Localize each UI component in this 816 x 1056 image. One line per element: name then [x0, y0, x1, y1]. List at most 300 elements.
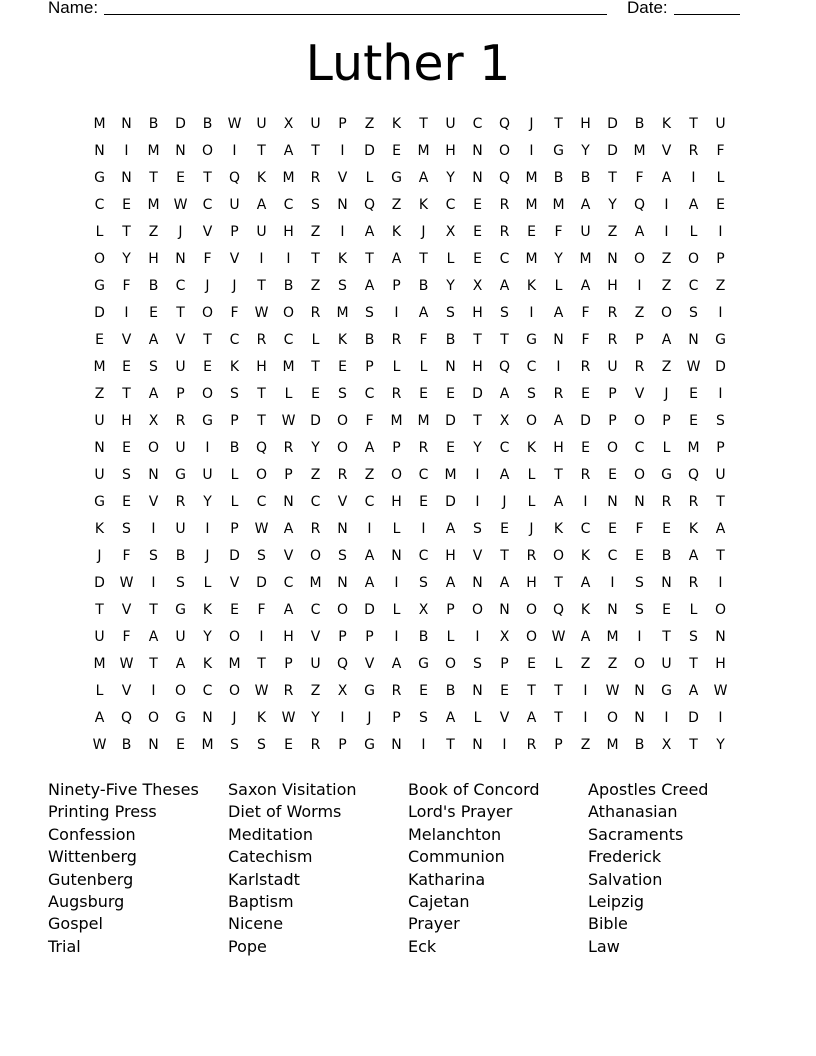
grid-letter: P — [716, 440, 725, 456]
grid-letter: E — [419, 683, 428, 699]
grid-letter: A — [661, 170, 672, 186]
grid-letter: R — [283, 683, 294, 699]
grid-letter: K — [337, 251, 348, 267]
grid-letter: A — [256, 197, 267, 213]
grid-letter: D — [445, 494, 456, 510]
grid-letter: K — [94, 521, 105, 537]
grid-letter: C — [283, 197, 294, 213]
grid-letter: C — [283, 332, 294, 348]
grid-letter: O — [336, 602, 349, 618]
grid-letter: I — [367, 521, 372, 537]
grid-letter: V — [202, 224, 213, 240]
grid-row — [86, 196, 734, 223]
grid-letter: S — [149, 548, 158, 564]
grid-letter: M — [228, 656, 241, 672]
grid-letter: A — [148, 629, 159, 645]
grid-letter: T — [122, 386, 131, 402]
grid-letter: Z — [715, 278, 726, 294]
grid-letter: P — [230, 224, 239, 240]
grid-letter: X — [499, 629, 510, 645]
grid-letter: O — [633, 413, 646, 429]
grid-letter: I — [286, 251, 291, 267]
grid-letter: H — [283, 224, 294, 240]
grid-letter: I — [664, 710, 669, 726]
grid-letter: V — [472, 548, 483, 564]
word-list-item: Pope — [228, 936, 267, 956]
grid-letter: S — [311, 197, 320, 213]
grid-letter: A — [580, 629, 591, 645]
grid-letter: C — [310, 494, 321, 510]
grid-letter: I — [124, 305, 129, 321]
grid-letter: M — [579, 251, 592, 267]
grid-letter: D — [715, 359, 726, 375]
grid-letter: P — [230, 413, 239, 429]
grid-letter: M — [336, 305, 349, 321]
grid-letter: O — [444, 656, 457, 672]
grid-letter: O — [174, 683, 187, 699]
grid-letter: Z — [661, 278, 672, 294]
grid-letter: Z — [310, 467, 321, 483]
grid-letter: K — [202, 602, 213, 618]
grid-letter: C — [418, 467, 429, 483]
grid-letter: E — [122, 440, 131, 456]
grid-letter: G — [202, 413, 213, 429]
grid-letter: Z — [364, 116, 375, 132]
grid-letter: R — [310, 521, 321, 537]
grid-letter: N — [337, 575, 348, 591]
grid-letter: O — [498, 143, 511, 159]
grid-letter: B — [634, 116, 645, 132]
grid-letter: D — [94, 575, 105, 591]
grid-letter: O — [633, 251, 646, 267]
grid-letter: T — [149, 656, 158, 672]
grid-letter: C — [499, 251, 510, 267]
grid-letter: C — [472, 116, 483, 132]
grid-letter: Q — [120, 710, 133, 726]
grid-letter: P — [392, 710, 401, 726]
grid-letter: G — [175, 710, 186, 726]
grid-letter: S — [689, 629, 698, 645]
grid-row — [86, 547, 734, 574]
grid-letter: R — [175, 494, 186, 510]
grid-letter: O — [687, 251, 700, 267]
grid-letter: C — [607, 548, 618, 564]
grid-letter: I — [718, 386, 723, 402]
grid-letter: Q — [498, 116, 511, 132]
grid-letter: D — [472, 386, 483, 402]
grid-letter: O — [525, 602, 538, 618]
grid-letter: Q — [228, 170, 241, 186]
grid-letter: N — [121, 170, 132, 186]
grid-letter: G — [94, 494, 105, 510]
grid-letter: N — [175, 251, 186, 267]
grid-row — [86, 412, 734, 439]
grid-letter: V — [337, 170, 348, 186]
grid-letter: A — [580, 278, 591, 294]
grid-letter: U — [715, 116, 726, 132]
grid-letter: A — [580, 575, 591, 591]
grid-letter: U — [310, 656, 321, 672]
grid-letter: E — [95, 332, 104, 348]
grid-letter: P — [635, 332, 644, 348]
grid-letter: G — [175, 602, 186, 618]
grid-letter: V — [175, 332, 186, 348]
word-list-item: Printing Press — [48, 802, 157, 822]
grid-letter: G — [391, 170, 402, 186]
grid-letter: E — [149, 305, 158, 321]
grid-letter: Q — [498, 170, 511, 186]
grid-letter: A — [499, 386, 510, 402]
grid-letter: R — [526, 737, 537, 753]
word-list-item: Communion — [408, 847, 505, 867]
grid-letter: C — [418, 548, 429, 564]
word-list-item: Bible — [588, 914, 628, 934]
grid-letter: M — [633, 143, 646, 159]
grid-letter: Z — [607, 224, 618, 240]
grid-letter: R — [688, 575, 699, 591]
grid-letter: K — [553, 521, 564, 537]
grid-letter: I — [718, 575, 723, 591]
grid-letter: Z — [661, 251, 672, 267]
word-list-item: Apostles Creed — [588, 780, 709, 799]
grid-letter: I — [718, 305, 723, 321]
grid-letter: O — [147, 710, 160, 726]
grid-letter: A — [364, 278, 375, 294]
grid-letter: F — [122, 629, 131, 645]
grid-letter: X — [445, 224, 456, 240]
grid-letter: S — [230, 386, 239, 402]
grid-letter: S — [122, 521, 131, 537]
grid-letter: L — [662, 440, 671, 456]
grid-letter: T — [689, 656, 698, 672]
grid-letter: C — [634, 440, 645, 456]
grid-letter: U — [175, 359, 186, 375]
grid-letter: A — [553, 413, 564, 429]
grid-letter: T — [257, 413, 266, 429]
grid-letter: A — [364, 440, 375, 456]
grid-letter: L — [446, 251, 455, 267]
grid-letter: R — [553, 386, 564, 402]
grid-row — [86, 142, 734, 169]
grid-row — [86, 169, 734, 196]
grid-letter: A — [688, 683, 699, 699]
grid-letter: I — [205, 440, 210, 456]
grid-letter: L — [230, 494, 239, 510]
grid-letter: Y — [716, 737, 725, 753]
grid-letter: I — [475, 629, 480, 645]
grid-letter: U — [715, 467, 726, 483]
grid-letter: R — [391, 386, 402, 402]
grid-letter: O — [93, 251, 106, 267]
grid-letter: M — [525, 197, 538, 213]
grid-letter: R — [418, 440, 429, 456]
grid-letter: M — [390, 413, 403, 429]
grid-letter: C — [688, 278, 699, 294]
grid-letter: Z — [634, 305, 645, 321]
grid-letter: Z — [310, 683, 321, 699]
grid-letter: N — [715, 629, 726, 645]
grid-letter: V — [148, 494, 159, 510]
grid-letter: Z — [391, 197, 402, 213]
word-list-item: Frederick — [588, 847, 662, 867]
grid-letter: C — [256, 494, 267, 510]
word-list-column — [588, 779, 768, 958]
grid-letter: B — [148, 116, 159, 132]
grid-letter: L — [689, 224, 698, 240]
grid-letter: M — [606, 629, 619, 645]
grid-row — [86, 682, 734, 709]
grid-letter: A — [688, 197, 699, 213]
grid-letter: T — [554, 710, 563, 726]
grid-letter: O — [633, 656, 646, 672]
grid-letter: N — [661, 575, 672, 591]
grid-letter: T — [554, 467, 563, 483]
word-list-item: Augsburg — [48, 891, 125, 911]
grid-letter: T — [716, 548, 725, 564]
grid-letter: N — [445, 359, 456, 375]
grid-letter: C — [202, 683, 213, 699]
grid-letter: C — [175, 278, 186, 294]
grid-letter: B — [175, 548, 186, 564]
grid-letter: J — [205, 278, 210, 294]
grid-letter: Z — [94, 386, 105, 402]
grid-letter: A — [688, 548, 699, 564]
grid-letter: W — [119, 575, 134, 591]
grid-letter: D — [256, 575, 267, 591]
grid-row — [86, 574, 734, 601]
grid-letter: E — [230, 602, 239, 618]
grid-letter: S — [689, 305, 698, 321]
grid-letter: J — [205, 548, 210, 564]
grid-letter: S — [176, 575, 185, 591]
date-blank-line — [674, 14, 740, 15]
grid-letter: V — [283, 548, 294, 564]
grid-letter: S — [149, 359, 158, 375]
grid-letter: O — [552, 548, 565, 564]
grid-letter: B — [121, 737, 132, 753]
grid-letter: T — [257, 143, 266, 159]
grid-letter: T — [257, 386, 266, 402]
grid-letter: O — [471, 602, 484, 618]
grid-letter: F — [581, 305, 590, 321]
grid-letter: T — [473, 413, 482, 429]
grid-letter: U — [202, 467, 213, 483]
grid-letter: F — [554, 224, 563, 240]
grid-letter: N — [472, 737, 483, 753]
grid-letter: A — [634, 224, 645, 240]
grid-letter: E — [689, 386, 698, 402]
grid-letter: B — [445, 683, 456, 699]
grid-letter: G — [175, 467, 186, 483]
grid-letter: C — [202, 197, 213, 213]
grid-letter: B — [283, 278, 294, 294]
grid-letter: N — [553, 332, 564, 348]
grid-letter: V — [121, 332, 132, 348]
grid-letter: B — [418, 278, 429, 294]
word-list-item: Prayer — [408, 914, 460, 934]
grid-letter: M — [93, 359, 106, 375]
grid-letter: A — [499, 278, 510, 294]
grid-letter: L — [392, 359, 401, 375]
grid-letter: D — [364, 143, 375, 159]
grid-letter: W — [713, 683, 728, 699]
grid-letter: F — [716, 143, 725, 159]
grid-letter: E — [122, 494, 131, 510]
grid-letter: T — [473, 332, 482, 348]
grid-letter: D — [94, 305, 105, 321]
grid-letter: J — [232, 710, 237, 726]
grid-letter: Y — [581, 143, 590, 159]
grid-letter: T — [203, 332, 212, 348]
grid-letter: A — [148, 386, 159, 402]
grid-letter: Y — [122, 251, 131, 267]
grid-letter: E — [581, 440, 590, 456]
grid-letter: O — [201, 143, 214, 159]
grid-letter: I — [340, 224, 345, 240]
grid-letter: T — [554, 575, 563, 591]
grid-letter: F — [365, 413, 374, 429]
grid-letter: U — [256, 224, 267, 240]
grid-letter: E — [581, 386, 590, 402]
grid-letter: R — [391, 683, 402, 699]
grid-row — [86, 250, 734, 277]
grid-letter: T — [122, 224, 131, 240]
grid-letter: Y — [203, 629, 212, 645]
grid-letter: I — [421, 521, 426, 537]
grid-letter: T — [149, 602, 158, 618]
grid-letter: V — [337, 494, 348, 510]
grid-letter: H — [526, 575, 537, 591]
grid-letter: E — [635, 548, 644, 564]
grid-letter: U — [175, 440, 186, 456]
grid-letter: Q — [498, 359, 511, 375]
grid-letter: T — [311, 143, 320, 159]
grid-letter: N — [148, 737, 159, 753]
grid-letter: N — [634, 710, 645, 726]
grid-letter: D — [364, 602, 375, 618]
grid-letter: V — [499, 710, 510, 726]
grid-letter: R — [526, 548, 537, 564]
grid-letter: O — [201, 305, 214, 321]
grid-letter: N — [607, 602, 618, 618]
grid-letter: I — [124, 143, 129, 159]
grid-letter: T — [500, 332, 509, 348]
grid-letter: R — [256, 332, 267, 348]
grid-letter: N — [175, 143, 186, 159]
grid-letter: M — [147, 197, 160, 213]
grid-letter: K — [580, 602, 591, 618]
grid-letter: A — [499, 467, 510, 483]
grid-letter: I — [583, 710, 588, 726]
grid-letter: P — [500, 656, 509, 672]
grid-letter: C — [364, 494, 375, 510]
grid-letter: Y — [554, 251, 563, 267]
grid-letter: I — [232, 143, 237, 159]
grid-letter: W — [254, 521, 269, 537]
grid-letter: R — [310, 737, 321, 753]
grid-letter: Q — [633, 197, 646, 213]
grid-letter: A — [661, 332, 672, 348]
grid-letter: L — [392, 602, 401, 618]
grid-letter: C — [283, 575, 294, 591]
name-label: Name: — [48, 0, 99, 17]
grid-letter: Y — [473, 440, 482, 456]
grid-letter: H — [580, 116, 591, 132]
grid-letter: K — [256, 710, 267, 726]
grid-letter: R — [499, 224, 510, 240]
grid-letter: O — [525, 413, 538, 429]
grid-letter: L — [716, 170, 725, 186]
grid-letter: B — [580, 170, 591, 186]
grid-letter: Q — [336, 656, 349, 672]
grid-letter: H — [256, 359, 267, 375]
grid-letter: B — [634, 737, 645, 753]
grid-letter: I — [421, 737, 426, 753]
grid-letter: M — [444, 467, 457, 483]
grid-letter: E — [716, 197, 725, 213]
grid-letter: L — [95, 683, 104, 699]
grid-letter: V — [310, 629, 321, 645]
grid-letter: T — [446, 737, 455, 753]
grid-letter: S — [338, 386, 347, 402]
grid-letter: Q — [255, 440, 268, 456]
page-title: Luther 1 — [305, 35, 511, 92]
grid-letter: G — [553, 143, 564, 159]
grid-letter: I — [394, 575, 399, 591]
word-list-item: Confession — [48, 824, 136, 844]
grid-letter: E — [500, 521, 509, 537]
grid-letter: A — [553, 305, 564, 321]
grid-letter: E — [392, 143, 401, 159]
grid-letter: H — [472, 359, 483, 375]
grid-letter: P — [365, 629, 374, 645]
grid-letter: E — [176, 170, 185, 186]
grid-letter: S — [122, 467, 131, 483]
grid-letter: S — [473, 656, 482, 672]
grid-letter: P — [716, 251, 725, 267]
word-list-item: Gutenberg — [48, 869, 134, 889]
grid-letter: N — [391, 737, 402, 753]
grid-letter: M — [309, 575, 322, 591]
grid-letter: Z — [661, 359, 672, 375]
grid-letter: A — [364, 548, 375, 564]
grid-letter: S — [338, 548, 347, 564]
grid-letter: M — [201, 737, 214, 753]
grid-letter: L — [527, 494, 536, 510]
grid-letter: N — [148, 467, 159, 483]
grid-letter: V — [634, 386, 645, 402]
grid-row — [86, 736, 734, 763]
grid-letter: S — [716, 413, 725, 429]
grid-letter: U — [445, 116, 456, 132]
grid-letter: J — [367, 710, 372, 726]
grid-letter: S — [635, 602, 644, 618]
grid-letter: D — [445, 413, 456, 429]
grid-letter: M — [282, 170, 295, 186]
grid-letter: A — [418, 170, 429, 186]
grid-letter: U — [94, 467, 105, 483]
grid-letter: T — [554, 116, 563, 132]
grid-row — [86, 493, 734, 520]
grid-letter: K — [661, 116, 672, 132]
grid-letter: R — [499, 197, 510, 213]
grid-letter: H — [472, 305, 483, 321]
grid-letter: B — [229, 440, 240, 456]
grid-letter: I — [259, 629, 264, 645]
grid-letter: E — [122, 359, 131, 375]
grid-letter: N — [634, 494, 645, 510]
grid-letter: E — [203, 359, 212, 375]
